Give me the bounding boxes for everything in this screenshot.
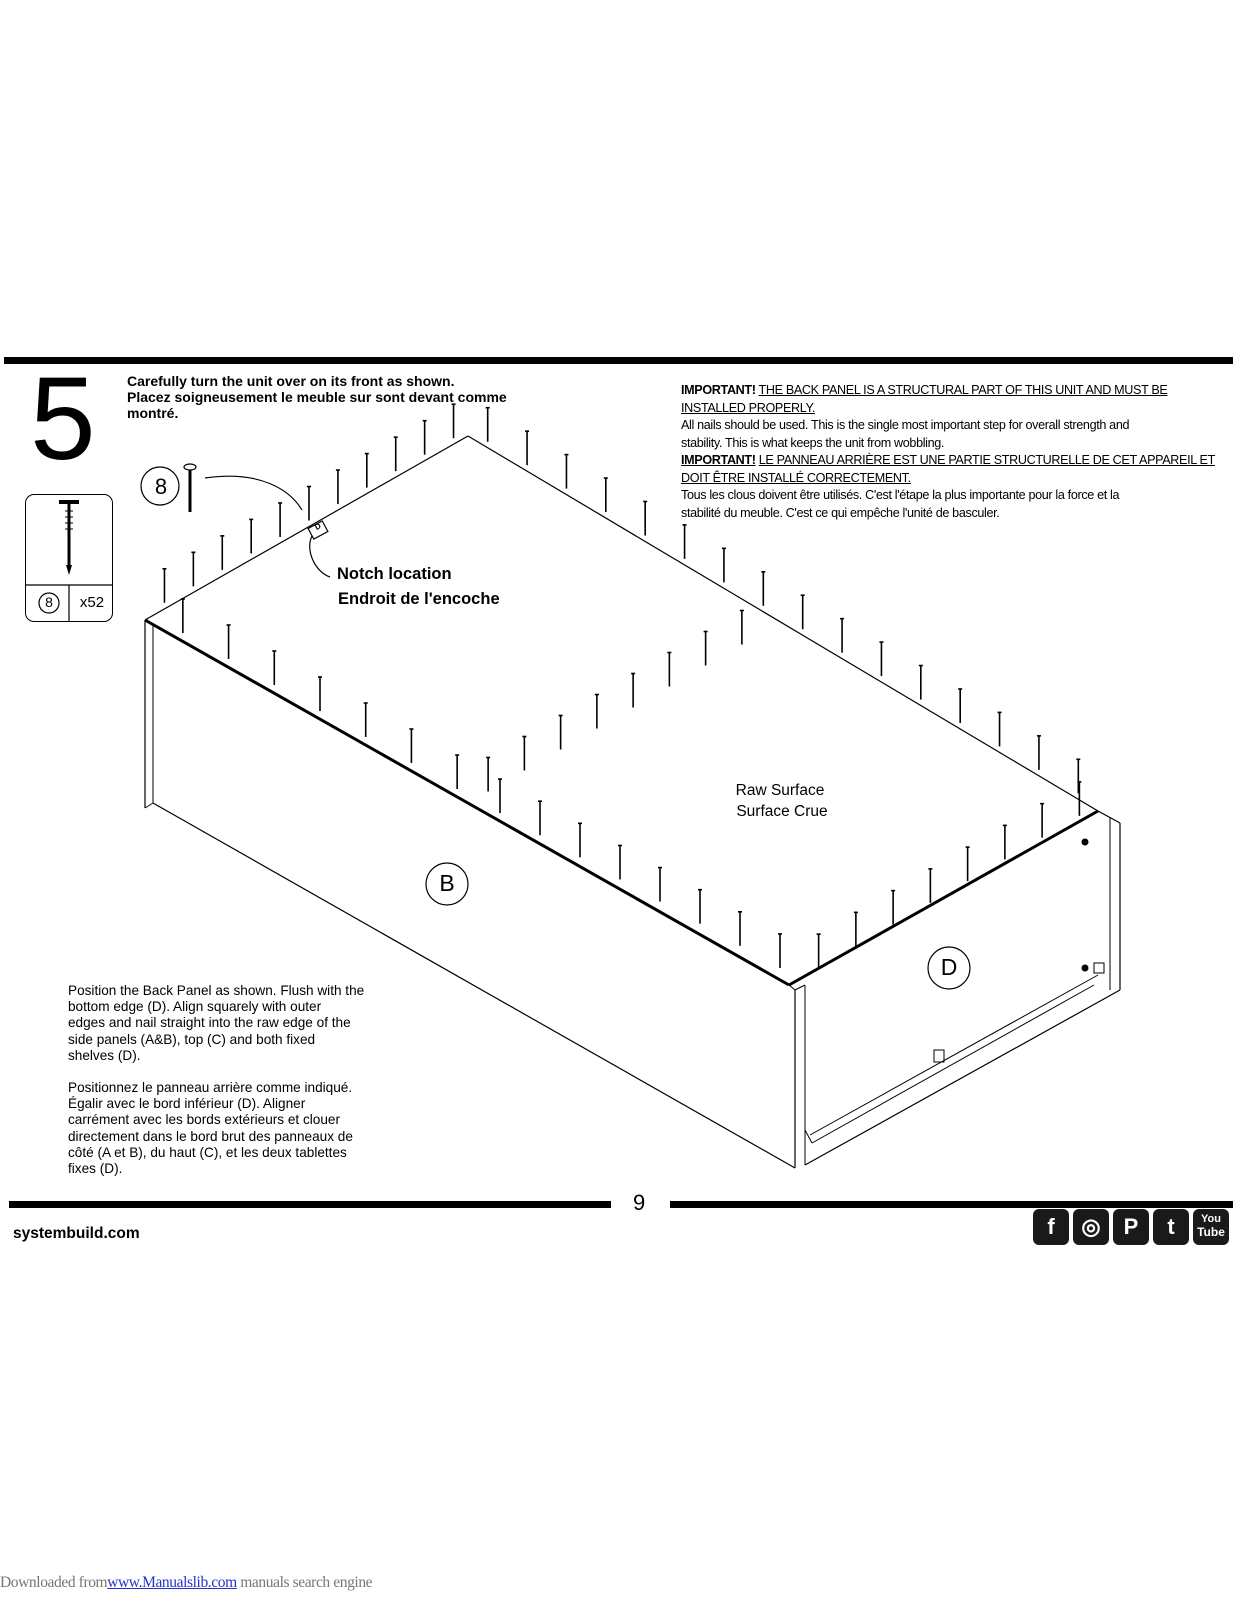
twitter-icon[interactable]: t	[1153, 1209, 1189, 1245]
position-en-5: shelves (D).	[68, 1047, 141, 1063]
callout-part-id: 8	[154, 474, 168, 499]
position-en-3: edges and nail straight into the raw edge of the	[68, 1015, 351, 1031]
website: systembuild.com	[13, 1225, 140, 1242]
instruction-en: Carefully turn the unit over on its front as shown.	[127, 373, 455, 389]
downloaded-from: Downloaded from	[0, 1574, 108, 1591]
raw-surface-en: Raw Surface	[735, 782, 825, 799]
instagram-icon[interactable]: ◎	[1073, 1209, 1109, 1245]
position-fr-1: Positionnez le panneau arrière comme indiqué.	[68, 1080, 353, 1096]
nail-marks	[162, 404, 1081, 968]
important-body-fr-1: Tous les clous doivent être utilisés. C'est l'étape la plus importante pour la force et la	[681, 488, 1120, 502]
youtube-icon-text-2: Tube	[1197, 1225, 1225, 1239]
important-heading-en-2: INSTALLED PROPERLY.	[681, 400, 816, 415]
download-footer	[0, 1574, 372, 1592]
instruction-fr-2: montré.	[127, 405, 179, 421]
position-instructions	[68, 983, 388, 1177]
pinterest-icon[interactable]: P	[1113, 1209, 1149, 1245]
important-label-en: IMPORTANT!	[681, 383, 756, 397]
important-label-fr: IMPORTANT!	[681, 453, 756, 467]
bottom-rule-right	[670, 1201, 1233, 1208]
raw-surface-fr: Surface Crue	[736, 803, 828, 820]
step-number: 5	[30, 353, 96, 485]
youtube-icon[interactable]	[1193, 1209, 1229, 1245]
notch-label-en: Notch location	[337, 565, 452, 583]
notch-label-fr: Endroit de l'encoche	[338, 590, 500, 608]
position-en-4: side panels (A&B), top (C) and both fixed	[68, 1031, 316, 1047]
important-body-en-1: All nails should be used. This is the single most important step for overall strength and	[681, 418, 1130, 432]
hardware-quantity: x52	[79, 594, 105, 611]
page-number: 9	[633, 1190, 646, 1215]
footer-tagline: manuals search engine	[236, 1574, 373, 1591]
position-fr-2: Égalir avec le bord inférieur (D). Aligner	[68, 1096, 306, 1112]
facebook-icon[interactable]: f	[1033, 1209, 1069, 1245]
panel-top-right-edge	[468, 436, 1098, 811]
manualslib-link[interactable]: www.Manualslib.com	[107, 1574, 237, 1591]
important-body-en-2: stability. This is what keeps the unit from wobbling.	[681, 435, 945, 450]
position-en-1: Position the Back Panel as shown. Flush with the	[68, 983, 365, 998]
hardware-part-id: 8	[45, 594, 53, 610]
important-heading-fr-2: DOIT ÊTRE INSTALLÉ CORRECTEMENT.	[681, 470, 911, 485]
important-body-fr-2: stabilité du meuble. C'est ce qui empêche l'unité de basculer.	[681, 505, 1000, 520]
panel-d-label: D	[940, 954, 958, 980]
position-fr-6: fixes (D).	[68, 1161, 123, 1177]
instruction-fr-1: Placez soigneusement le meuble sur sont devant comme	[127, 389, 507, 405]
important-heading-en-1: THE BACK PANEL IS A STRUCTURAL PART OF THIS UNIT AND MUST BE	[758, 383, 1168, 397]
important-heading-fr-1: LE PANNEAU ARRIÈRE EST UNE PARTIE STRUCTURELLE DE CET APPAREIL ET	[758, 453, 1215, 467]
notch-mark: D	[313, 521, 323, 532]
youtube-icon-text-1: You	[1201, 1213, 1221, 1225]
position-en-2: bottom edge (D). Align squarely with outer	[68, 999, 322, 1015]
position-fr-5: côté (A et B), du haut (C), et les deux tablettes	[68, 1144, 347, 1160]
panel-b-label: B	[439, 870, 455, 896]
bottom-rule-left	[9, 1201, 611, 1208]
position-fr-3: carrément avec les bords extérieurs et clouer	[68, 1112, 340, 1128]
panel-front-edge	[145, 620, 789, 985]
position-fr-4: directement dans le bord brut des panneaux de	[68, 1128, 353, 1144]
